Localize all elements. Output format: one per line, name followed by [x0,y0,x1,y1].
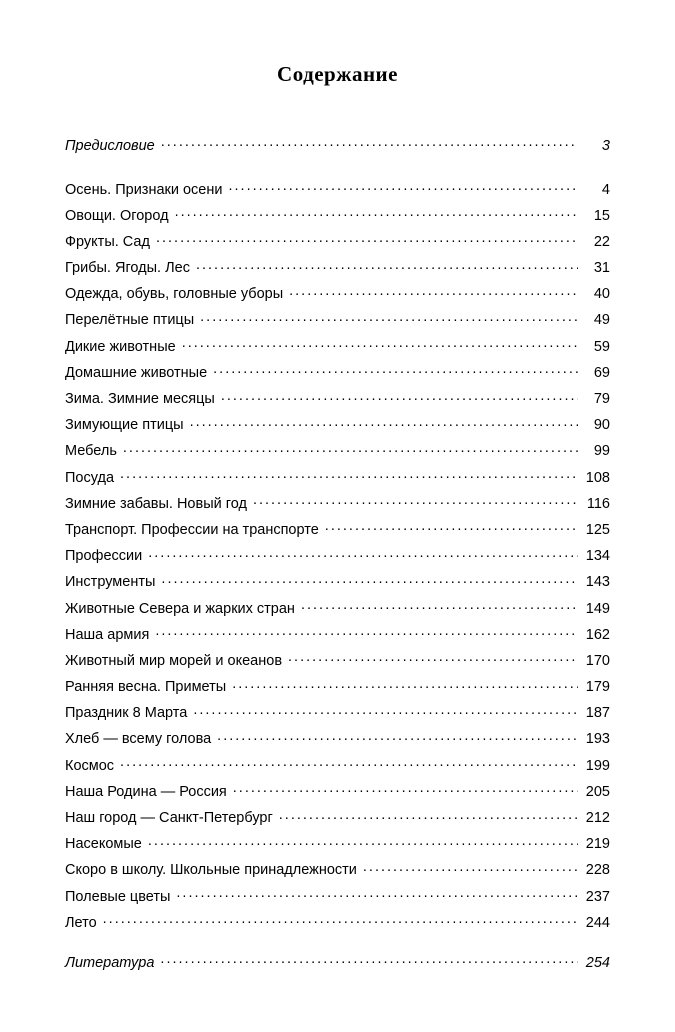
toc-entry-label: Перелётные птицы [65,312,195,329]
toc-leader-dots [221,389,578,404]
toc-entry[interactable] [65,755,610,773]
toc-entry-label: Хлеб — всему голова [65,731,212,748]
toc-entry[interactable] [65,179,610,197]
toc-entry-label: Ранняя весна. Приметы [65,679,227,696]
toc-entry[interactable] [65,572,610,590]
toc-entry-label: Полевые цветы [65,888,171,905]
toc-leader-dots [193,703,578,718]
toc-entry-page-number: 170 [585,652,610,669]
toc-entry-label: Животный мир морей и океанов [65,652,283,669]
toc-entry-page-number: 116 [586,495,610,512]
toc-entry-label: Домашние животные [65,364,208,381]
toc-entry-page-number: 49 [593,312,610,329]
table-of-contents [65,135,610,970]
toc-leader-dots [161,572,578,587]
page-title: Содержание [277,62,398,86]
toc-leader-dots [176,886,578,901]
toc-entry-page-number: 40 [593,286,610,303]
toc-entry-label: Наш город — Санкт-Петербург [65,810,273,826]
toc-entry-label: Животные Севера и жарких стран [65,600,295,617]
toc-entry[interactable] [65,624,610,642]
toc-entry-page-number: 162 [585,626,610,643]
toc-entry[interactable] [65,310,610,328]
toc-entry[interactable] [65,952,610,970]
toc-entry[interactable] [65,441,610,459]
toc-leader-dots [161,135,578,150]
toc-entry[interactable] [65,519,610,537]
toc-leader-dots [160,952,578,967]
toc-leader-dots [279,808,578,823]
toc-leader-dots [228,179,578,194]
toc-leader-dots [301,598,578,613]
toc-entry[interactable] [65,546,610,564]
toc-entry[interactable] [65,135,610,153]
toc-leader-dots [123,441,578,456]
toc-entry-label: Осень. Признаки осени [65,181,223,198]
toc-entry-label: Праздник 8 Марта [65,705,188,722]
toc-entry[interactable] [65,650,610,668]
toc-entry[interactable] [65,781,610,799]
toc-entry-label: Космос [65,757,115,774]
toc-entry-label: Скоро в школу. Школьные принадлежности [65,862,357,879]
toc-leader-dots [232,677,578,692]
toc-entry[interactable] [65,389,610,407]
toc-entry[interactable] [65,912,610,930]
toc-leader-dots [182,336,578,351]
toc-entry-label: Зимующие птицы [65,417,184,434]
toc-entry[interactable] [65,834,610,852]
toc-entry[interactable] [65,677,610,695]
toc-leader-dots [288,650,578,665]
toc-leader-dots [175,205,578,220]
toc-entry-page-number: 3 [601,137,610,154]
toc-entry-page-number: 79 [593,391,610,407]
toc-entry-label: Посуда [65,469,115,486]
toc-leader-dots [325,519,578,534]
toc-entry[interactable] [65,886,610,904]
toc-entry[interactable] [65,598,610,616]
toc-entry[interactable] [65,493,610,511]
toc-leader-dots [156,231,578,246]
toc-entry-page-number: 199 [585,757,610,774]
toc-entry[interactable] [65,231,610,249]
toc-entry-page-number: 212 [585,810,610,826]
toc-entry[interactable] [65,729,610,747]
toc-entry-page-number: 59 [593,338,610,355]
toc-leader-dots [190,415,578,430]
toc-entry-page-number: 149 [585,600,610,617]
toc-entry-page-number: 219 [585,836,610,853]
toc-leader-dots [200,310,578,325]
toc-entry[interactable] [65,703,610,721]
toc-entry-page-number: 99 [593,443,610,460]
toc-entry-label: Профессии [65,548,143,565]
toc-leader-dots [213,362,578,377]
toc-entry-label: Фрукты. Сад [65,233,150,250]
toc-leader-dots [289,284,578,299]
toc-leader-dots [363,860,578,875]
toc-entry[interactable] [65,258,610,276]
toc-entry[interactable] [65,362,610,380]
toc-entry-page-number: 90 [593,417,610,434]
toc-entry-page-number: 15 [593,207,610,224]
toc-entry-page-number: 228 [585,862,610,879]
toc-entry[interactable] [65,415,610,433]
document-page [0,62,675,1032]
toc-entry-page-number: 179 [585,679,610,696]
toc-leader-dots [148,546,578,561]
toc-leader-dots [120,467,578,482]
toc-entry-label: Зимние забавы. Новый год [65,495,247,512]
toc-entry-label: Наша Родина — Россия [65,783,227,800]
toc-entry-page-number: 4 [601,181,610,198]
toc-entry-page-number: 237 [585,888,610,905]
toc-entry-label: Транспорт. Профессии на транспорте [65,521,319,538]
toc-entry-page-number: 193 [585,731,610,748]
toc-entry-label: Мебель [65,443,117,460]
toc-entry-page-number: 143 [585,574,610,591]
toc-entry-page-number: 125 [585,521,610,538]
toc-leader-dots [155,624,578,639]
toc-entry-label: Одежда, обувь, головные уборы [65,286,284,303]
toc-entry[interactable] [65,284,610,302]
toc-entry[interactable] [65,336,610,354]
toc-entry-label: Лето [65,914,97,931]
toc-entry-page-number: 108 [585,469,610,486]
toc-entry-page-number: 31 [593,260,610,277]
toc-entry-label: Инструменты [65,574,156,591]
toc-entry-page-number: 22 [593,233,610,250]
toc-leader-dots [217,729,578,744]
toc-entry-page-number: 187 [585,705,610,722]
toc-leader-dots [253,493,578,508]
toc-entry-label: Предисловие [65,137,155,154]
toc-entry[interactable] [65,808,610,826]
toc-entry-label: Зима. Зимние месяцы [65,391,215,407]
toc-entry-label: Насекомые [65,836,142,853]
toc-entry-label: Дикие животные [65,338,176,355]
toc-entry-label: Наша армия [65,626,150,643]
toc-entry[interactable] [65,860,610,878]
toc-entry-page-number: 134 [585,548,610,565]
toc-leader-dots [120,755,578,770]
toc-leader-dots [233,781,578,796]
toc-entry-page-number: 69 [593,364,610,381]
toc-entry-label: Литература [65,954,155,971]
toc-entry-label: Овощи. Огород [65,207,169,224]
toc-leader-dots [103,912,578,927]
toc-entry-page-number: 244 [585,914,610,931]
toc-entry[interactable] [65,205,610,223]
toc-leader-dots [196,258,578,273]
toc-entry-page-number: 254 [585,954,610,971]
toc-leader-dots [148,834,578,849]
toc-entry[interactable] [65,467,610,485]
toc-entry-page-number: 205 [585,783,610,800]
toc-entry-label: Грибы. Ягоды. Лес [65,260,190,277]
